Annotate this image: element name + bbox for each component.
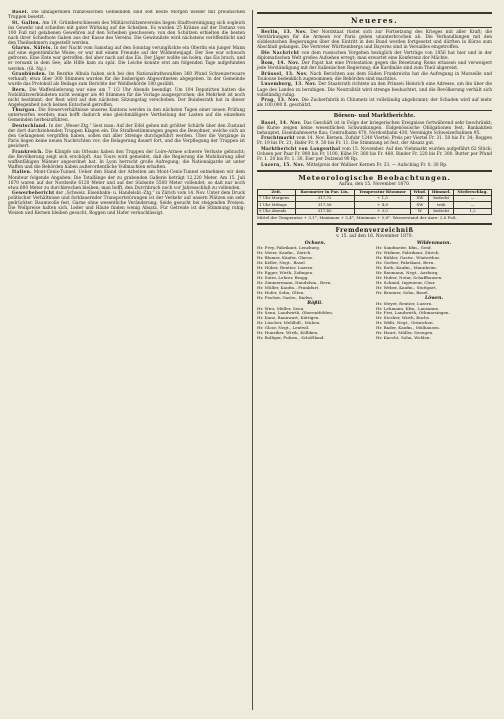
news-item-dateline: Berlin, 13. Nov. <box>261 30 307 35</box>
fremden-guest-entry: Hr. Schmid, Ingenieur, Chur. <box>376 281 436 286</box>
fremden-guest-entry: Hr. Stocker, Wirth, Buchs. <box>376 316 431 321</box>
fremden-guest-entry: Hr. Hofer, Sohn, Olten. <box>257 291 305 296</box>
meteo-cell: trüb <box>429 202 454 208</box>
right-news-items <box>257 30 492 108</box>
news-item <box>8 46 245 71</box>
fremden-guest-entry: Hr. Gloor, Negt., Leutwil. <box>257 326 310 331</box>
fremden-guest-entry: Hr. Hauri, Müller, Seengen. <box>376 331 434 336</box>
left-column <box>8 10 248 710</box>
meteo-cell: 317,40 <box>295 208 354 214</box>
news-item <box>8 10 245 20</box>
news-item-dateline: Prag, 13. Nov. <box>261 98 300 104</box>
fremden-guest-entry: Hr. Bolliger, Fuhrm., Schöftland. <box>257 336 325 341</box>
news-item-dateline: Die Nachricht <box>261 50 300 56</box>
news-item-text: Die umlagernden französischen Gemeinden sind seit heute Morgen wieder mit preußischen Truppen besetzt. <box>8 10 245 21</box>
news-item-text: Am 19. Grümberschiessen des Militärschützenvereins liegen Stadtvereinigung sich sogleich ins Gewehr und schießen mit guter Wirkung auf die Scheiben. Es wurden 25 Kränze auf der Distanz von 100 Fuß mit gelabenen Gewehren auf den Scheiben geschossen; von den Schützen erhielten die besten nach ihrer Schiefnote Gaben aus der Kasse des Vereins. Die Gewinnliste wird nächstens veröffentlicht und den Theilnehmern zugestellt werden. <box>8 20 245 46</box>
news-item <box>8 108 245 123</box>
fremden-guest-entry: Hr. Müller, Kaufm., Frankfurt. <box>257 286 320 291</box>
news-item <box>8 88 245 108</box>
news-item-text: Mittelpreis der Walliser Kernen Fr. 33. — Aufschlag Fr. 0. 30 Rp. <box>304 162 448 168</box>
news-item-text: vom 14. Nov. Kernen, Zufuhr 1240 Viertel; Preis per Viertel Fr. 31. 50 bis Fr. 34; Roggen Fr. 19 bis Fr. 21; Hafer Fr. 9. 50 bis Fr. 11. Die Stimmung ist fest, der Absatz gut. <box>257 136 492 147</box>
left-news-items <box>8 10 245 216</box>
fremden-hotel-name: Löwen. <box>424 295 444 301</box>
market-rule <box>257 110 492 111</box>
fremden-guest-entry: Hr. Lüscher, Mehlhdl., Muhen. <box>257 321 321 326</box>
news-item <box>257 163 492 168</box>
meteo-column-header: Zeit. <box>258 189 296 195</box>
fremden-guest-entry: Hr. Keller, Negt., Basel. <box>257 261 306 266</box>
news-item-text: In der „Weser-Ztg.“ liest man: Auf der Eifel gehen mit größter Schärfe über den Zustand der dort durchziehenden Truppen Klagen ein. Die Strafbestimmungen gegen die Bewohner, welche sich an den Gefangenen vergriffen haben, sollen mit aller Strenge durchgeführt werden. Über die Vorgänge in Paris liegen keine neuen Nachrichten vor; die Belagerung dauert fort, und die Verpflegung der Truppen ist gesichert. <box>8 124 245 150</box>
fremden-guest-entry: Hr. Baumann, Negt., Aarburg. <box>376 271 439 276</box>
news-item-text: Die Zuckerfabrik in Chlumetz ist vollständig abgebrannt; der Schaden wird auf mehr als 100,000 fl. geschätzt. <box>257 98 492 109</box>
meteo-column-header: Himmel. <box>429 189 454 195</box>
fremden-guest-entry: Hr. Frei, Landwirth, Othmarsingen. <box>376 311 450 316</box>
news-item-text: Im Bezirke Albula haben sich bei den Nationalrathswahlen 360 Pfund Schweizerwaare verkauft; etwa über 300 Stimmen wurden für die bisherigen Abgeordneten abgegeben. In der Gemeinde wurde das Protokoll als Beilage zum Berichte der Wahlbehörde 180 gezählt. <box>8 72 245 88</box>
news-item <box>257 61 492 71</box>
fremden-rule <box>257 223 492 225</box>
news-item-dateline: Graubünden. <box>12 72 47 78</box>
meteo-title: Meteorologische Beobachtungen. <box>298 173 451 182</box>
news-item-dateline: Gewerbebericht <box>12 191 55 197</box>
meteo-cell: SW <box>411 202 429 208</box>
meteo-cell: SW <box>411 195 429 201</box>
news-item-text: von dem russischen Vorgehen bezüglich der Verträge von 1856 hat hier und in der diplomatischen Welt großes Aufsehen erregt; man erwartet eine Konferenz der Mächte. <box>257 50 492 61</box>
meteo-cell: — <box>454 195 492 201</box>
news-item-dateline: Thurgau. <box>12 108 37 114</box>
meteo-cell: 1 Uhr Mittags <box>258 202 296 208</box>
fremden-hotel-name: Wildenmann. <box>416 240 452 246</box>
fremden-guest-entry: Hr. Sandmeier, Kfm., Genf. <box>376 246 432 251</box>
fremden-guest-entry: Hr. Blumer, Käufer, Glarus. <box>257 256 314 261</box>
meteo-cell: bedeckt <box>429 195 454 201</box>
meteo-body <box>258 195 492 214</box>
news-item-text: Mont-Cenis-Tunnel. Ueber den Stand der Arbeiten am Mont-Cenis-Tunnel entnehmen wir dem Moniteur folgende Angaben: Die Totallänge der zu grabenden Gallerie beträgt 12,220 Meter. Am 15. Juli 1870 waren auf der Nordseite 6120 Meter und auf der Südseite 5500 Meter vollendet, so daß nur noch etwa 600 Meter zu durchbrechen bleiben; man hofft, den Durchbruch noch vor Jahresschluß zu vollenden. <box>8 170 245 191</box>
meteo-subtitle: Aarau, den 15. November 1870. <box>338 182 411 188</box>
meteo-cell: 317,56 <box>295 202 354 208</box>
news-item-dateline: Italien. <box>12 170 32 176</box>
news-item <box>8 72 245 87</box>
news-item-text: Nach Berichten aus dem Süden Frankreichs hat die Aufregung in Marseille und Toulouse bedenklich zugenommen; die Behörden sind machtlos. <box>257 71 492 82</box>
news-item-text: Der Papst hat eine Protestation gegen die Besetzung Roms erlassen und verweigert jede Verständigung mit der italienischen Regierung; die Kardinäle sind zum Theil abgereist. <box>257 61 492 72</box>
news-item-text: vom 15. November. Auf den Viehmarkt wurden aufgeführt 62 Stück; Ochsen per Paar Fr. 900 bis Fr. 1100, Kühe Fr. 360 bis Fr. 480, Rinder Fr. 220 bis Fr. 300. Butter per Pfund Fr. 1. 20 bis Fr. 1. 30, Eier per Dutzend 90 Rp. <box>257 146 492 163</box>
meteo-column-header: Barometer in Par. Lin. <box>295 189 354 195</box>
news-item-dateline: Deutschland. <box>12 124 48 130</box>
fremden-guest-entry: Hr. Bader, Kaufm., Mülhausen. <box>376 326 441 331</box>
fremden-hotel-name: Rößli. <box>307 300 323 306</box>
news-item-dateline: St. Gallen. <box>12 20 41 26</box>
meteo-table <box>257 189 492 216</box>
news-item-text: Die Waffenlieferung war eine um 7 1/2 Uhr Abends beendigt. Um 104 Deputirten hatten die Nobilitätsverbündeten nicht weniger als 40 Stimmen für die Vorlage ausgesprochen; die Mehrheit ist noch nicht bestimmt; der Rest wird auf den nächsten Sitzungstag verschoben. Der Bundesrath hat in dieser Angelegenheit noch keinen Entscheid getroffen. <box>8 87 245 108</box>
news-item <box>8 191 245 216</box>
news-item-text: Der Nordstaat rüstet sich zur Fortsetzung des Krieges mit aller Kraft; die Verstärkungen für die Armeen vor Paris gehen ununterbrochen ab. Die Verhandlungen mit den süddeutschen Regierungen über den Eintritt in den Bund werden fortgesetzt und dürften in Kürze zum Abschluß gelangen. Die Vertreter Württembergs und Bayerns sind in Versailles eingetroffen. <box>257 30 492 51</box>
meteo-column-header: Wind. <box>411 189 429 195</box>
news-item-dateline: Luxemburg, 13. Nov. <box>261 82 317 88</box>
news-item <box>257 136 492 146</box>
fremden-guest-entry: Hr. Brunner, Sohn, Basel. <box>376 291 429 296</box>
fremden-guest-entry: Hr. Zimmermann, Handelsm., Bern. <box>257 281 332 286</box>
meteo-row <box>258 208 492 214</box>
news-item-dateline: Basel. <box>12 10 29 15</box>
meteo-cell: — <box>454 202 492 208</box>
fremden-guest-entry: Hr. Weber, Kaufm., Stuttgart. <box>376 286 437 291</box>
news-item <box>257 98 492 108</box>
fremden-column-2 <box>376 241 492 341</box>
fremden-guest-entry: Hr. Meyer, Rentier, Luzern. <box>376 301 433 306</box>
fremden-guest-entry: Hr. Hüber, Rentier, Luzern. <box>257 266 314 271</box>
fremden-guest-entry: Hr. Bühler, Gastw., Winterthur. <box>376 256 441 261</box>
meteo-cell: W <box>411 208 429 214</box>
news-item-text: Das Geschäft ist in Folge der kriegerischen Ereignisse fortwährend sehr beschränkt; die Kurse zeigen keine wesentlichen Schwankungen. Eidgenössische Obligationen fest, Bankaktien behauptet, Eisenbahnwerte flau; Centralbahn 470, Nordostbahn 430, Vereinigte Schweizerbahnen 95. <box>257 120 492 136</box>
market-reports <box>257 121 492 168</box>
meteo-column-header: Niederschlag. <box>454 189 492 195</box>
news-item-text: In der Nacht vom Samstag auf den Sonntag verunglückte ein Oberlin ein junger Mann auf eine eigentümliche Weise; er war mit einem Freunde auf der Wildentenjagd. Der See war schwach gefroren. Eine Ente war getroffen, fiel aber nach auf das Eis. Der Jäger wollte sie holen, das Eis brach, und er versank in dem See; alle Hilfe kam zu spät. Die Leiche konnte erst am folgenden Tage aufgefunden werden. (Gl. Ng.) <box>8 46 245 72</box>
fremden-guest-entry: Hr. Kunz, Bannwart, Küttigen. <box>257 316 320 321</box>
right-column <box>252 10 492 710</box>
news-item <box>8 150 245 170</box>
news-item <box>8 21 245 46</box>
fremden-guest-entry: Hr. Egger, Wirth, Zofingen. <box>257 271 314 276</box>
news-item-text: Die Steuerverhältnisse unseres Kantons werden in den nächsten Tagen einer neuen Prüfung unterworfen werden; man hofft dadurch eine gleichmäßigere Vertheilung der Lasten auf die einzelnen Gemeinden herbeizuführen. <box>8 108 245 124</box>
newspaper-page <box>8 10 496 710</box>
fremden-guest-entry: Hr. Huber, Notar, Schaffhausen. <box>376 276 443 281</box>
meteo-note: Mittel der Temperatur + 3,1°; Maximum + 5,4°; Minimum + 0,6°. Wasserstand der Aare: 2,8 Fuß. <box>257 215 457 221</box>
news-item <box>257 82 492 97</box>
fremden-column-1 <box>257 241 373 341</box>
fremden-guest-entry: Hr. Meier, Kaufm., Zürich. <box>257 251 312 256</box>
meteo-cell: 9 Uhr Abends <box>258 208 296 214</box>
fremden-guest-entry: Hr. Gerber, Fabrikant, Bern. <box>376 261 435 266</box>
fremden-columns <box>257 241 492 341</box>
news-item <box>257 121 492 136</box>
news-item <box>257 30 492 50</box>
news-item-dateline: Fruchtmarkt <box>261 136 295 142</box>
meteo-cell: 317,72 <box>295 195 354 201</box>
news-item-text: Die Kämpfe um Orleans haben den Truppen der Loire-Armee schwere Verluste gebracht; die Bevölkerung zeigt sich erschöpft. Aus Tours wird gemeldet, daß die Regierung die Mobilisirung aller waffenfähigen Männer angeordnet hat. In Lyon herrscht große Aufregung; die Nationalgarde ist unter Waffen und die Behörden haben außerordentliche Vollmachten erhalten. <box>8 149 245 170</box>
fremden-guest-entry: Hr. Hunziker, Wirth, Kölliken. <box>257 331 319 336</box>
news-item-dateline: Bern. <box>12 87 27 93</box>
news-item <box>8 124 245 149</box>
news-item-dateline: Glarus. Näfels. <box>12 46 53 52</box>
fremden-title: Fremdenverzeichniß <box>335 226 414 234</box>
fremden-hotel-name: Ochsen. <box>304 240 326 246</box>
news-item-text: der „Schweiz. Eisenbahn- u. Handelsbl.-Ztg.“ in Zürich vom 14. Nov. Unter dem Druck politischer Verhältnisse und fortdauernder Transportstörungen ist der Verkehr auf unsern Plätzen ein sehr gedrückter. Baumwolle fest, Garne ohne wesentliche Veränderung; Seide gesucht bei steigenden Preisen. Die Wollpreise halten sich, Leder und Häute finden wenig Absatz. Für Getreide ist die Stimmung ruhig; Weizen und Kernen bleiben gesucht, Roggen und Hafer vernachlässigt. <box>8 191 245 217</box>
news-item <box>8 170 245 190</box>
news-item-dateline: Marktbericht von Langenthal <box>261 146 341 152</box>
meteo-cell: + 3,0 <box>354 208 411 214</box>
fremden-guest-entry: Hr. Lehmann, Kfm., Lausanne. <box>376 306 440 311</box>
section-rule <box>257 27 492 28</box>
market-heading: Börsen- und Marktberichte. <box>333 113 416 120</box>
news-item-dateline: Rom, 14. Nov. <box>261 61 300 67</box>
meteo-column-header: Temperatur Réaumur <box>354 189 411 195</box>
news-item <box>257 51 492 61</box>
section-title-neueres: Neueres. <box>350 16 399 25</box>
fremden-guest-entry: Hr. Wälti, Negt., Gränichen. <box>376 321 434 326</box>
meteo-cell: + 4,8 <box>354 202 411 208</box>
section-rule <box>257 12 492 14</box>
news-item-dateline: Brüssel, 13. Nov. <box>261 71 308 77</box>
news-item-dateline: Luzern, 15. Nov. <box>261 162 305 168</box>
fremden-guest-entry: Hr. Suter, Lehrer, Brugg. <box>257 276 309 281</box>
meteo-cell: bedeckt <box>429 208 454 214</box>
news-item-dateline: Basel, 14. Nov. <box>261 120 302 126</box>
news-item <box>257 72 492 82</box>
fremden-guest-entry: Hr. Widmer, Fabrikant, Zürich. <box>376 251 440 256</box>
fremden-guest-entry: Hr. Wirz, Müller, Seon. <box>257 306 305 311</box>
meteo-cell: 1,2 <box>454 208 492 214</box>
fremden-guest-entry: Hr. Senn, Landwirth, Oberentfelden. <box>257 311 334 316</box>
fremden-guest-entry: Hr. Frey, Fabrikant, Lenzburg. <box>257 246 321 251</box>
meteo-rule <box>257 170 492 172</box>
fremden-guest-entry: Hr. Roth, Kaufm., Mannheim. <box>376 266 438 271</box>
fremden-date: v. 15. auf den 16. November 1870. <box>336 234 413 240</box>
news-item-dateline: Frankreich. <box>12 149 44 155</box>
meteo-cell: + 1,5 <box>354 195 411 201</box>
news-item-text: Der Staatsrath richtete an den Prinzen Heinrich eine Adresse, um ihn über die Lage des Landes zu beruhigen. Die Neutralität wird strenge beobachtet, und die Bevölkerung verhält sich vollständig ruhig. <box>257 82 492 98</box>
fremden-guest-entry: Hr. Knecht, Sohn, Wohlen. <box>376 336 431 341</box>
news-item <box>257 147 492 162</box>
fremden-guest-entry: Hr. Fischer, Gastw., Baden. <box>257 295 314 300</box>
meteo-cell: 7 Uhr Morgens <box>258 195 296 201</box>
